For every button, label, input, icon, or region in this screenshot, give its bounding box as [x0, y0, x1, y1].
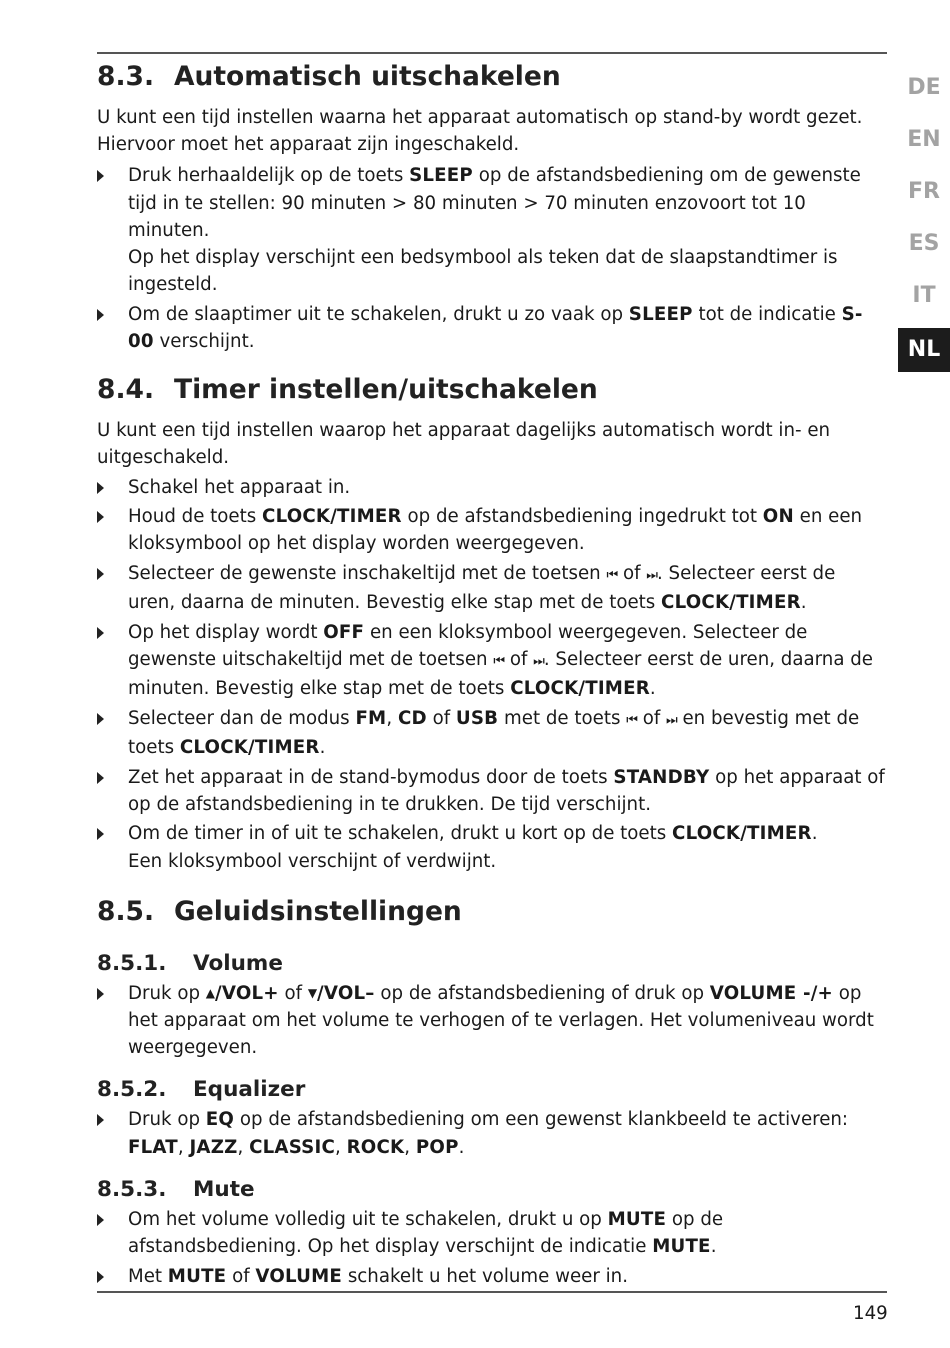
skip-previous-icon: ⏮	[606, 568, 618, 584]
bullet-arrow-icon	[97, 627, 104, 639]
bullet-list	[97, 162, 887, 355]
bullet-arrow-icon	[97, 988, 104, 1000]
bottom-rule	[97, 1291, 887, 1293]
list-item: Houd de toets CLOCK/TIMER op de afstandsbediening ingedrukt tot ON en een kloksymbool op het display worden weergegeven.	[97, 503, 887, 557]
page-number: 149	[853, 1303, 888, 1324]
skip-next-icon: ⏭	[666, 712, 677, 728]
language-tabs	[898, 64, 950, 372]
bullet-arrow-icon	[97, 828, 104, 840]
section-heading-8-4: 8.4. Timer instellen/uitschakelen	[97, 374, 598, 406]
skip-next-icon: ⏭	[533, 654, 544, 670]
top-rule	[97, 52, 887, 54]
bullet-arrow-icon	[97, 1214, 104, 1226]
list-item: Selecteer dan de modus FM, CD of USB met de toets ⏮ of ⏭ en bevestig met de toets CLOCK/TIMER.	[97, 705, 887, 761]
bullet-arrow-icon	[97, 482, 104, 494]
bullet-arrow-icon	[97, 170, 104, 182]
list-item: Schakel het apparaat in.	[97, 474, 887, 501]
subsection-heading-8-5-1: 8.5.1. Volume	[97, 950, 283, 976]
language-tab-en[interactable]: EN	[907, 127, 941, 152]
section-heading-8-5: 8.5. Geluidsinstellingen	[97, 895, 462, 927]
bullet-arrow-icon	[97, 568, 104, 580]
language-tab-it[interactable]: IT	[912, 283, 936, 308]
language-tab-de[interactable]: DE	[907, 75, 941, 100]
bullet-arrow-icon	[97, 309, 104, 321]
list-item: Zet het apparaat in de stand-bymodus door de toets STANDBY op het apparaat of op de afstandsbediening in te drukken. De tijd verschijnt.	[97, 764, 887, 818]
page-content	[97, 58, 887, 1292]
list-item: Selecteer de gewenste inschakeltijd met de toetsen ⏮ of ⏭. Selecteer eerst de uren, daarna de minuten. Bevestig elke stap met de toets CLOCK/TIMER.	[97, 560, 887, 616]
list-item: Met MUTE of VOLUME schakelt u het volume weer in.	[97, 1263, 887, 1290]
arrow-down-icon: ▼	[307, 985, 318, 1000]
bullet-list	[97, 1206, 887, 1290]
section-intro: U kunt een tijd instellen waarop het apparaat dagelijks automatisch wordt in- en uitgeschakeld.	[97, 420, 831, 469]
bullet-arrow-icon	[97, 1114, 104, 1126]
subsection-heading-8-5-2: 8.5.2. Equalizer	[97, 1077, 306, 1103]
bullet-list	[97, 1106, 887, 1160]
bullet-arrow-icon	[97, 772, 104, 784]
list-item: Druk op EQ op de afstandsbediening om een gewenst klankbeeld te activeren: FLAT, JAZZ, CLASSIC, ROCK, POP.	[97, 1106, 887, 1160]
list-item: Druk herhaaldelijk op de toets SLEEP op de afstandsbediening om de gewenste tijd in te stellen: 90 minuten > 80 minuten > 70 minuten enzovoort tot 10 minuten. Op het display verschijnt een bedsymbool als teken dat de slaapstandtimer is ingesteld.	[97, 162, 887, 298]
list-item: Druk op ▲/VOL+ of ▼/VOL– op de afstandsbediening of druk op VOLUME -/+ op het apparaat om het volume te verhogen of te verlagen. Het volumeniveau wordt weergegeven.	[97, 980, 887, 1062]
language-tab-nl[interactable]: NL	[898, 328, 950, 372]
language-tab-es[interactable]: ES	[908, 231, 940, 256]
list-item: Om de slaaptimer uit te schakelen, drukt u zo vaak op SLEEP tot de indicatie S-00 verschijnt.	[97, 301, 887, 355]
arrow-up-icon: ▲	[205, 985, 216, 1000]
list-item: Om de timer in of uit te schakelen, drukt u kort op de toets CLOCK/TIMER. Een kloksymbool verschijnt of verdwijnt.	[97, 820, 887, 874]
bullet-list	[97, 980, 887, 1062]
section-intro: U kunt een tijd instellen waarna het apparaat automatisch op stand-by wordt gezet. Hiervoor moet het apparaat zijn ingeschakeld.	[97, 107, 863, 156]
bullet-arrow-icon	[97, 713, 104, 725]
bullet-list	[97, 474, 887, 875]
skip-previous-icon: ⏮	[493, 654, 505, 670]
skip-next-icon: ⏭	[646, 568, 657, 584]
bullet-arrow-icon	[97, 511, 104, 523]
bullet-arrow-icon	[97, 1271, 104, 1283]
language-tab-fr[interactable]: FR	[908, 179, 940, 204]
list-item: Op het display wordt OFF en een kloksymbool weergegeven. Selecteer de gewenste uitschakeltijd met de toetsen ⏮ of ⏭. Selecteer eerst de uren, daarna de minuten. Bevestig elke stap met de toets CLOCK/TIMER.	[97, 619, 887, 703]
skip-previous-icon: ⏮	[626, 712, 637, 728]
list-item: Om het volume volledig uit te schakelen, drukt u op MUTE op de afstandsbediening. Op het display verschijnt de indicatie MUTE.	[97, 1206, 887, 1260]
section-heading-8-3: 8.3. Automatisch uitschakelen	[97, 61, 561, 92]
subsection-heading-8-5-3: 8.5.3. Mute	[97, 1176, 255, 1202]
